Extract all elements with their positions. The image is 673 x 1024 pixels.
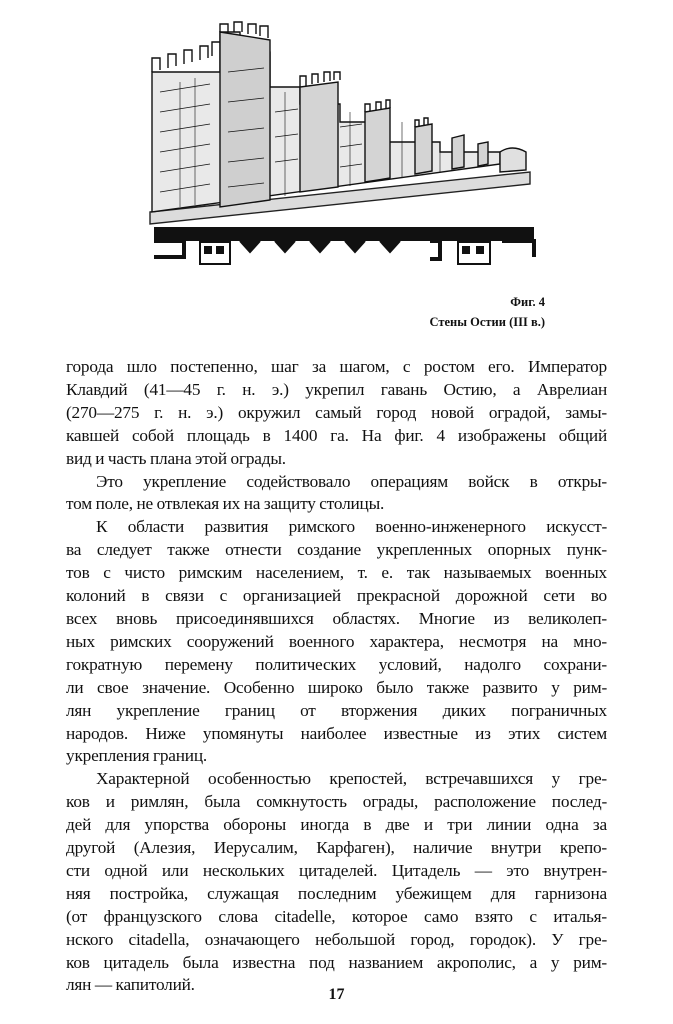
text-line: ков и римлян, была сомкнутость ограды, расположение послед- [66,792,607,812]
main-text [66,356,607,997]
wall-elevation [150,22,530,224]
figure-title: Стены Остии (III в.) [429,315,545,329]
text-line: дей для упорства обороны иногда в две и три линии одна за [66,815,607,835]
text-line: колоний в связи с организацией прекрасной дорожной сети во [66,586,607,606]
text-line: (от французского слова citadelle, которое само взято с италья- [66,906,607,926]
text-line: Клавдий (41—45 г. н. э.) укрепил гавань Остию, а Аврелиан [66,379,607,399]
text-line: ва следует также отнести создание укрепленных опорных пунк- [66,540,607,560]
text-line: другой (Алезия, Иерусалим, Карфаген), наличие внутри крепо- [66,838,607,858]
text-line: всех вновь присоединявшихся областях. Многие из великолеп- [66,608,607,628]
wall-plan [154,227,534,264]
text-line: ных римских сооружений военного характера, несмотря на мно- [66,631,607,651]
figure-caption [430,292,546,332]
text-line: укрепления границ. [66,746,208,766]
text-line: города шло постепенно, шаг за шагом, с ростом его. Император [66,357,607,376]
text-line: кавшей собой площадь в 1400 га. На фиг. 4 изображены общий [66,425,607,445]
paragraph [66,768,607,997]
text-line: ков цитадель была известна под названием акрополис, а у рим- [66,952,607,972]
text-line: (270—275 г. н. э.) окружил самый город новой оградой, замы- [66,402,607,422]
text-line: гократную перемену политических условий, надолго сохрани- [66,654,607,674]
text-line: нского citadella, означающего небольшой город, городок). У гре- [66,929,607,949]
text-line: том поле, не отвлекая их на защиту столицы. [66,494,385,514]
text-line: Это укрепление содействовало операциям войск в откры- [96,471,607,491]
paragraph [66,516,607,768]
text-line: ли свое значение. Особенно широко было также развито у рим- [66,677,607,697]
text-line: няя постройка, служащая последним убежищем для гарнизона [66,883,607,903]
text-line: вид и часть плана этой ограды. [66,448,286,468]
text-line: сти одной или нескольких цитаделей. Цитадель — это внутрен- [66,860,607,880]
paragraph [66,471,607,517]
text-line: лян — капитолий. [66,975,195,995]
page-number: 17 [328,986,345,1003]
paragraph [66,356,607,471]
figure-ostia-walls-illustration [140,12,540,274]
text-line: тов с чисто римским населением, т. е. так называемых военных [66,563,607,583]
text-line: лян укрепление границ от вторжения диких пограничных [66,700,607,720]
text-line: народов. Ниже упомянуты наиболее известные из этих систем [66,723,607,743]
text-line: К области развития римского военно-инженерного искусст- [96,517,607,537]
figure-number-label: Фиг. 4 [510,295,545,309]
wall-drawing [140,12,540,274]
text-line: Характерной особенностью крепостей, встречавшихся у гре- [96,769,607,789]
